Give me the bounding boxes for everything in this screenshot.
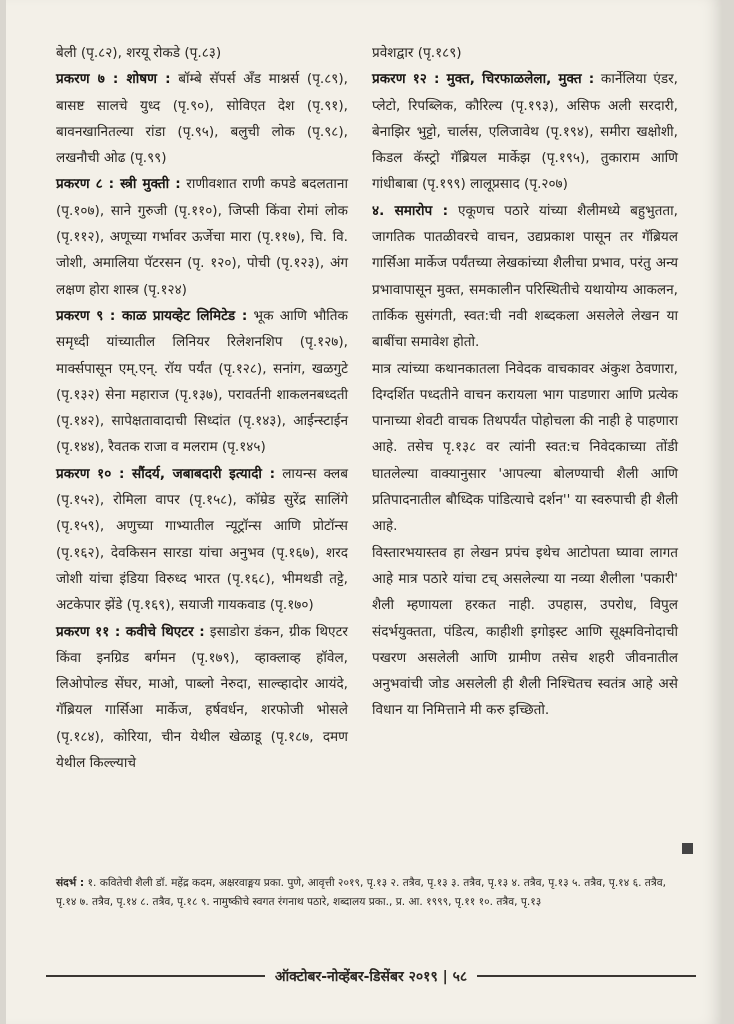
paragraph-text: बॉम्बे सॅपर्स अँड माश्नर्स (पृ.८९), बासष्ट सालचे युध्द (पृ.९०), सोविएत देश (पृ.९१), बावनखानितल्या रांडा (पृ.९५), बलुची लोक (पृ.९८), लखनौची ओढ (पृ.९९) <box>56 71 348 167</box>
chapter-heading: प्रकरण ११ : कवीचे थिएटर : <box>56 623 205 640</box>
paragraph-text: विस्तारभयास्तव हा लेखन प्रपंच इथेच आटोपता घ्यावा लागत आहे मात्र पठारे यांचा टच् असलेल्या या नव्या शैलीला 'पकारी' शैली म्हणायला हरकत नाही. उपहास, उपरोध, विपुल संदर्भयुक्तता, पंडित्य, काहीशी इगोइस्ट आणि सूक्ष्मविनोदाची पखरण असलेली आणि ग्रामीण तसेच शहरी जीवनातील अनुभवांची जोड असलेली ही शैली निश्चितच स्वतंत्र आहे असे विधान या निमित्ताने मी करु इच्छितो. <box>372 544 678 719</box>
book-page <box>6 0 722 1024</box>
chapter-heading: प्रकरण ९ : काळ प्रायव्हेट लिमिटेड : <box>56 307 248 324</box>
right-column <box>372 40 678 724</box>
chapter-heading: प्रकरण १० : सौंदर्य, जबाबदारी इत्यादी : <box>56 465 275 482</box>
references-label: संदर्भ : <box>56 877 85 889</box>
references-text: १. कवितेची शैली डॉ. महेंद्र कदम, अक्षरवाङ्मय प्रका. पुणे, आवृत्ती २०१९, पृ.१३ २. तत्रैव, पृ.१३ ३. तत्रैव, पृ.१३ ४. तत्रैव, पृ.१३ ५. तत्रैव, पृ.१४ ६. तत्रैव, पृ.१४ ७. तत्रैव, पृ.१४ ८. तत्रैव, पृ.१८ ९. नामुष्कीचे स्वगत रंगनाथ पठारे, शब्दालय प्रका., प्र. आ. १९९९, पृ.११ १०. तत्रैव, पृ.१३ <box>56 877 666 908</box>
chapter-heading: प्रकरण १२ : मुक्त, चिरफाळलेला, मुक्त : <box>372 71 595 88</box>
paragraph <box>56 303 348 461</box>
section-heading: ४. समारोप : <box>372 202 449 219</box>
page-footer <box>46 965 696 987</box>
paragraph-text: कार्नेलिया एंडर, प्लेटो, रिपब्लिक, कौरिल्य (पृ.१९३), असिफ अली सरदारी, बेनाझिर भुट्टो, चार्लस, एलिजावेथ (पृ.१९४), समीरा खक्षोशी, किडल कॅस्ट्रो गॅब्रियल मार्केझ (पृ.१९५), तुकाराम आणि गांधीबाबा (पृ.१९९) लालूप्रसाद (पृ.२०७) <box>372 71 678 193</box>
paragraph <box>372 66 678 197</box>
paragraph-text: मात्र त्यांच्या कथानकातला निवेदक वाचकावर अंकुश ठेवणारा, दिग्दर्शित पध्दतीने वाचन करायला भाग पाडणारा आणि प्रत्येक पानाच्या शेवटी वाचक तिथपर्यंत पोहोचला की नाही हे पाहणारा आहे. तसेच पृ.१३८ वर त्यांनी स्वत:च निवेदकाच्या तोंडी घातलेल्या वाक्यानुसार 'आपल्या बोलण्याची शैली आणि प्रतिपादनातील बौध्दिक पांडित्याचे दर्शन'' या स्वरुपाची ही शैली आहे. <box>372 360 678 535</box>
paragraph-text: भूक आणि भौतिक समृध्दी यांच्यातील लिनियर रिलेशनशिप (पृ.१२७), मार्क्सपासून एम्.एन्. रॉय पर्यंत (पृ.१२८), सनांग, खळगुटे (पृ.१३२) सेना महाराज (पृ.१३७), परावर्तनी शाकलनबध्दती (पृ.१४२), सापेक्षतावादाची सिध्दांत (पृ.१४३), आईन्स्टाईन (पृ.१४४), रैवतक राजा व मलराम (पृ.१४५) <box>56 307 348 456</box>
footer-rule-right <box>477 975 696 977</box>
footer-rule-left <box>46 975 265 977</box>
paragraph <box>372 540 678 724</box>
paragraph <box>56 171 348 302</box>
chapter-heading: प्रकरण ८ : स्त्री मुक्ती : <box>56 176 181 193</box>
paragraph-text: राणीवशात राणी कपडे बदलताना (पृ.१०७), साने गुरुजी (पृ.११०), जिप्सी किंवा रोमां लोक (पृ.११२), अणूच्या गर्भावर ऊर्जेचा मारा (पृ.११७), चि. वि. जोशी, अमालिया पॅटरसन (पृ. १२०), पोची (पृ.१२३), अंग लक्षण होरा शास्त्र (पृ.१२४) <box>56 176 348 298</box>
paragraph <box>372 198 678 356</box>
left-column <box>56 40 348 776</box>
end-square-icon <box>682 843 693 854</box>
paragraph <box>56 619 348 777</box>
paragraph-text: लायन्स क्लब (पृ.१५२), रोमिला वापर (पृ.१५८), कॉम्रेड सुरेंद्र सालिंगे (पृ.१५९), अणुच्या गाभ्यातील न्यूट्रॉन्स आणि प्रोटॉन्स (पृ.१६२), देवकिसन सारडा यांचा अनुभव (पृ.१६७), शरद जोशी यांचा इंडिया विरुध्द भारत (पृ.१६८), भीमथडी तट्टे, अटकेपार झेंडे (पृ.१६९), सयाजी गायकवाड (पृ.१७०) <box>56 465 348 614</box>
paragraph <box>56 66 348 171</box>
paragraph <box>372 40 678 66</box>
paragraph <box>372 356 678 540</box>
footer-issue-page: ऑक्टोबर-नोव्हेंबर-डिसेंबर २०१९ | ५८ <box>274 968 468 985</box>
chapter-heading: प्रकरण ७ : शोषण : <box>56 71 171 88</box>
paragraph-text: इसाडोरा डंकन, ग्रीक थिएटर किंवा इनग्रिड बर्गमन (पृ.१७९), व्हाक्लाव्ह हॉवेल, लिओपोल्ड सेंघर, माओ, पाब्लो नेरुदा, साल्व्हादोर आयंदे, गॅब्रियल गार्सिआ मार्केज, हर्षवर्धन, शरफोजी भोसले (पृ.१८४), कोरिया, चीन येथील खेळाडू (पृ.१८७, दमण येथील किल्ल्याचे <box>56 623 348 772</box>
paragraph-text: एकूणच पठारे यांच्या शैलीमध्ये बहुभुतता, जागतिक पातळीवरचे वाचन, उद्यप्रकाश पासून तर गॅब्रियल गार्सिआ मार्केज पर्यंतच्या लेखकांच्या शैलीचा प्रभाव, परंतु अन्य प्रभावापासून मुक्त, समकालीन परिस्थितीचे यथायोग्य आकलन, तार्किक सुसंगती, स्वत:ची नवी शब्दकला असलेले लेखन या बाबींचा समावेश होतो. <box>372 202 678 351</box>
paragraph <box>56 461 348 619</box>
references <box>56 874 678 912</box>
paragraph-text: बेली (पृ.८२), शरयू रोकडे (पृ.८३) <box>56 45 222 61</box>
paragraph-text: प्रवेशद्वार (पृ.१८९) <box>372 45 462 61</box>
paragraph <box>56 40 348 66</box>
